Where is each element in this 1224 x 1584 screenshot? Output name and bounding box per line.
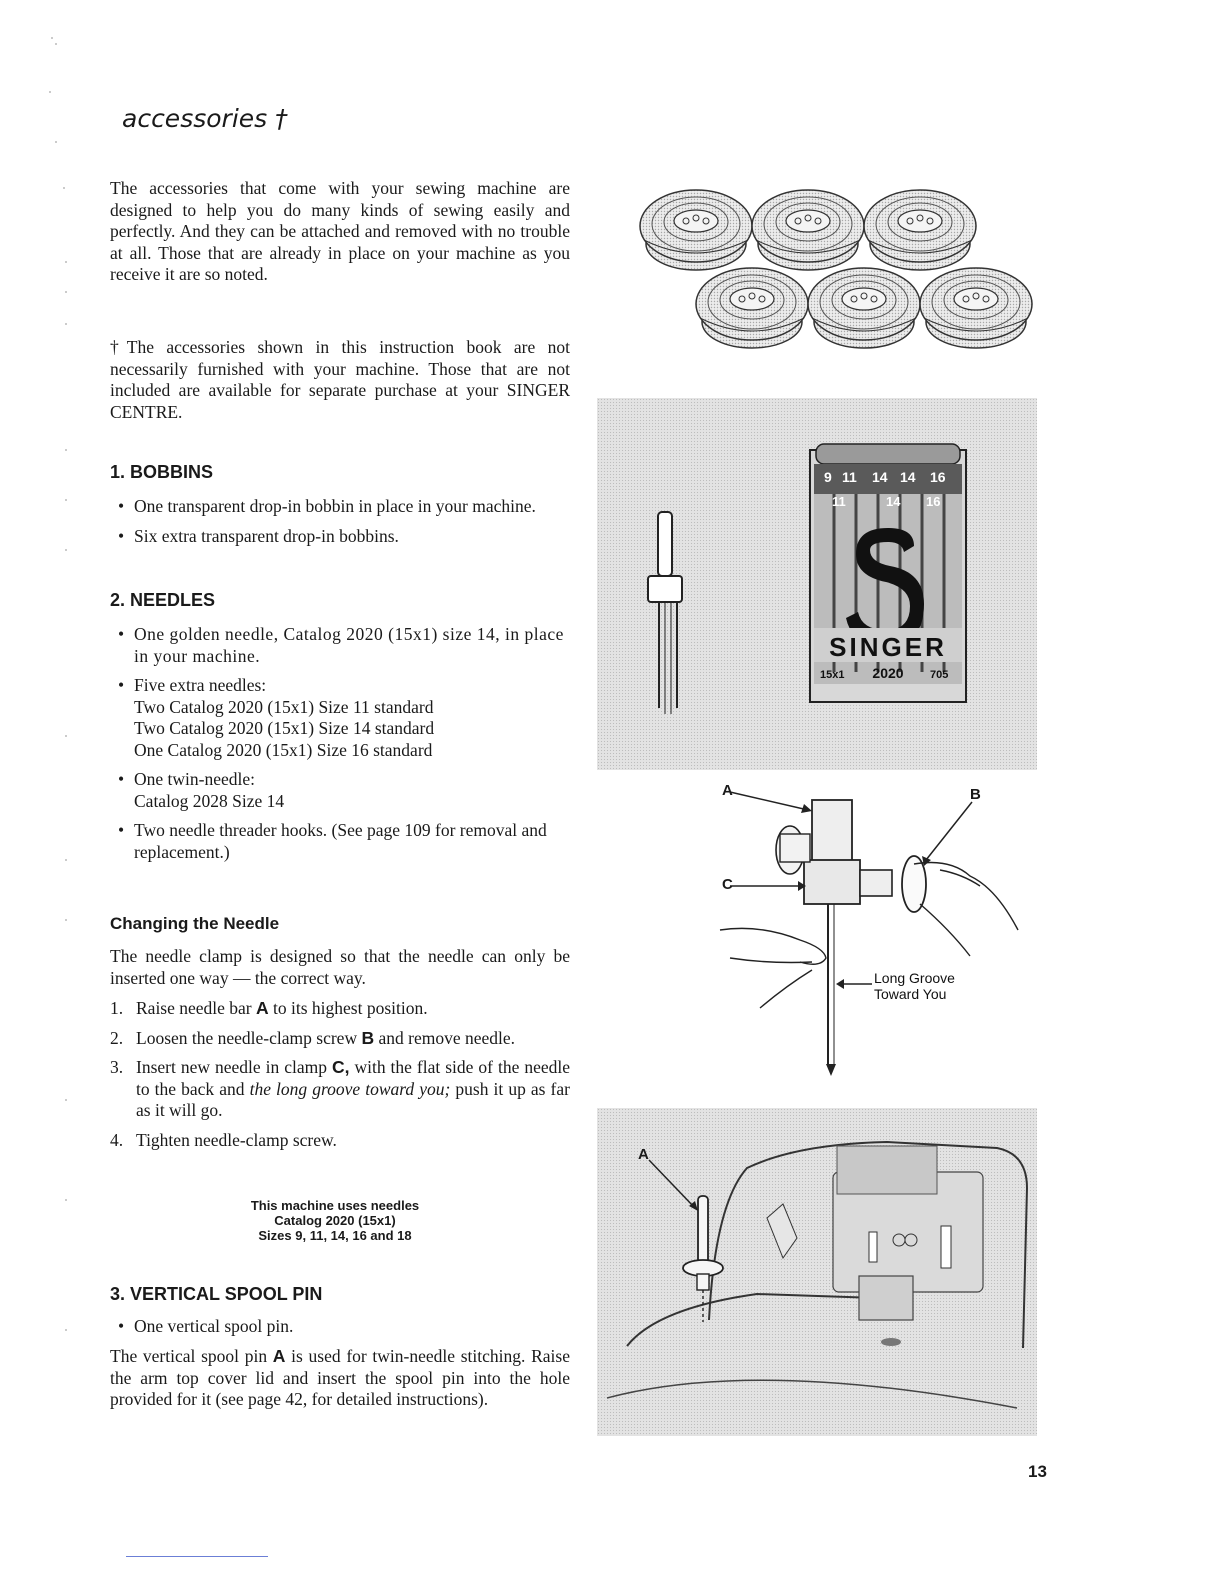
pack-size-label: 16 [926,494,941,509]
needles-item-1: One golden needle, Catalog 2020 (15x1) size 14, in place in your machine. [134,624,564,666]
step-italic: the long groove toward you; [249,1078,451,1099]
note-line: This machine uses needles [250,1198,420,1213]
step-item [110,1057,570,1122]
twin-needle-illustration [640,508,690,722]
needles-item-3-intro: • One twin-needle: [134,769,255,789]
step-item [110,1028,570,1050]
step-text: and remove needle. [374,1027,516,1048]
spool-pin-illustration [597,1108,1037,1436]
step-item [110,1130,570,1152]
step-text: push it up as far as it will go. [136,1078,570,1120]
pack-size-label: 11 [832,494,846,509]
step-number: 4. [110,1129,124,1150]
step-bold: A [256,998,269,1018]
changing-needle-heading: Changing the Needle [110,914,280,933]
pack-size-label: 16 [930,469,946,485]
step-number: 2. [110,1027,124,1048]
spool-pin-bold: A [272,1346,286,1366]
spool-pin-text: is used for twin-needle stitching. Raise the arm top cover lid and insert the spool pin into the hole provided for it (see page 42, for detailed instructions). [110,1346,570,1409]
needles-item-2-intro: • Five extra needles: [134,675,267,695]
pack-code-right: 705 [930,669,949,681]
singer-needle-pack [806,442,970,706]
spool-pin-heading: 3. VERTICAL SPOOL PIN [110,1284,323,1304]
page-number: 13 [1028,1462,1047,1481]
step-text: with the flat side of the needle to the back and [136,1057,570,1099]
list-item: • One vertical spool pin. [110,1316,570,1338]
step-item [110,998,570,1020]
page-title: accessories † [122,104,288,133]
list-item: • One transparent drop-in bobbin in place in your machine. [110,496,570,518]
bobbins-illustration [636,182,1048,362]
bobbin [864,190,976,270]
list-item: • Six extra transparent drop-in bobbins. [110,526,570,548]
pack-size-label: 9 [824,469,832,485]
needle-usage-note [200,1198,470,1243]
clamp-label-a: A [722,782,733,799]
clamp-label-b: B [970,786,981,803]
spool-label-a: A [638,1146,649,1163]
step-bold: B [361,1027,375,1048]
needles-list [110,624,570,863]
needles-item-2-line: One Catalog 2020 (15x1) Size 16 standard [134,739,433,760]
bobbins-heading: 1. BOBBINS [110,462,214,482]
pack-size-label: 14 [886,494,901,509]
list-item [110,769,570,812]
changing-needle-steps [110,998,570,1159]
list-item: • Two needle threader hooks. (See page 109 for removal and replacement.) [110,820,570,863]
bobbin [640,190,752,270]
long-groove-callout [874,970,955,1002]
bobbin [808,268,920,348]
list-item [110,624,570,667]
changing-needle-intro: The needle clamp is designed so that the needle can only be inserted one way — the correct way. [110,946,570,988]
callout-line: Toward You [874,986,947,1002]
clamp-label-c: C [722,876,733,893]
list-item [110,675,570,761]
intro-paragraph-1: The accessories that come with your sewing machine are designed to help you do many kinds of sewing easily and perfectly. And they can be attached and removed with no trouble at all. Those that are already in place on your machine as you receive it are so noted. [110,178,570,284]
bobbin [696,268,808,348]
pack-size-label: 14 [872,469,888,485]
spool-pin-text: The vertical spool pin [110,1346,273,1366]
intro-paragraph-2: †The accessories shown in this instruction book are not necessarily furnished with your machine. Those that are not included are available for separate purchase at your SINGER CENTRE. [110,337,570,422]
step-text: Tighten needle-clamp screw. [136,1129,337,1150]
needles-item-3-line: Catalog 2028 Size 14 [134,790,285,811]
spool-pin-list [110,1316,570,1338]
callout-line: Long Groove [874,970,955,986]
needle-clamp-illustration [700,780,1030,1080]
step-text: Insert new needle in clamp [136,1057,332,1077]
note-line: Sizes 9, 11, 14, 16 and 18 [258,1228,412,1243]
needles-item-2-line: Two Catalog 2020 (15x1) Size 11 standard [134,696,434,717]
pack-size-label: 14 [900,469,916,485]
step-text: to its highest position. [268,998,428,1018]
footer-rule [126,1556,268,1557]
needles-heading: 2. NEEDLES [110,590,216,610]
pack-code-left: 15x1 [820,669,845,681]
spool-pin-description [110,1346,570,1411]
bobbin [752,190,864,270]
step-number: 3. [110,1057,124,1077]
needles-item-2-line: Two Catalog 2020 (15x1) Size 14 standard [134,718,435,738]
step-text: Raise needle bar [136,998,257,1018]
pack-brand: SINGER [829,632,947,662]
bobbins-list [110,496,570,547]
bobbin [920,268,1032,348]
margin-marks [40,30,70,1430]
note-line: Catalog 2020 (15x1) [274,1213,396,1228]
step-text: Loosen the needle-clamp screw [136,1027,362,1048]
pack-code-mid: 2020 [872,665,904,681]
step-number: 1. [110,998,124,1018]
pack-size-label: 11 [842,469,857,485]
step-bold: C, [331,1057,350,1077]
